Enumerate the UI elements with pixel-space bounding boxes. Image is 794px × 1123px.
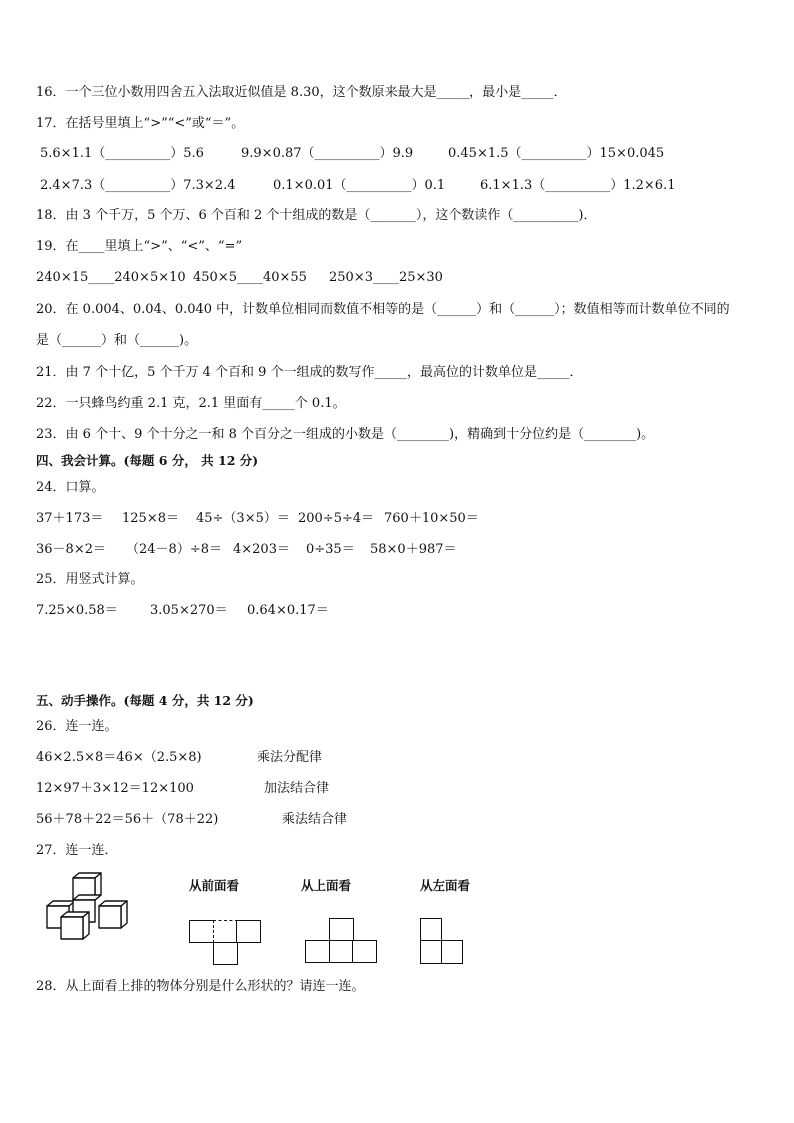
view-shape-step [305, 918, 385, 966]
q24-item-4: 200÷5÷4＝ [298, 511, 375, 526]
section-4-title: 四、我会计算。(每题 6 分， 共 12 分) [36, 453, 259, 468]
question-19: 19．在____里填上“>”、“<”、“=” [36, 239, 243, 254]
question-18: 18．由 3 个千万，5 个万、6 个百和 2 个十组成的数是（_______），这个数读作（__________)． [36, 208, 597, 223]
q19-item-2: 450×5____40×55 [193, 270, 307, 285]
q24-item-2: 125×8＝ [122, 511, 179, 526]
q24-item-1: 37＋173＝ [36, 511, 104, 526]
q25-item-1: 7.25×0.58＝ [36, 603, 118, 618]
view-label-top: 从上面看 [301, 878, 352, 893]
q24-item-6: 36－8×2＝ [36, 542, 106, 557]
q26-right-3: 乘法结合律 [282, 812, 348, 827]
q17-item-1: 5.6×1.1（__________）5.6 [40, 146, 204, 161]
q24-item-9: 0÷35＝ [306, 542, 355, 557]
question-20-line-1: 20．在 0.004、0.04、0.040 中，计数单位相同而数值不相等的是（______）和（______）；数值相等而计数单位不同的 [36, 302, 730, 317]
q19-item-1: 240×15____240×5×10 [36, 270, 186, 285]
q24-item-7: （24－8）÷8＝ [126, 542, 222, 557]
question-16: 16．一个三位小数用四舍五入法取近似值是 8.30，这个数原来最大是_____，最小是_____． [36, 85, 567, 100]
q26-right-1: 乘法分配律 [257, 750, 323, 765]
q26-left-3: 56＋78＋22＝56＋（78＋22) [36, 812, 219, 827]
question-20-line-2: 是（______）和（______)。 [36, 333, 198, 348]
question-23: 23．由 6 个十、9 个十分之一和 8 个百分之一组成的小数是（________)，精确到十分位约是（________)。 [36, 427, 655, 442]
q25-item-2: 3.05×270＝ [150, 603, 228, 618]
q26-left-2: 12×97＋3×12＝12×100 [36, 781, 194, 796]
q17-item-2: 9.9×0.87（__________）9.9 [241, 146, 414, 161]
q24-item-3: 45÷（3×5）＝ [196, 511, 290, 526]
q24-item-10: 58×0＋987＝ [370, 542, 457, 557]
q24-item-5: 760＋10×50＝ [384, 511, 479, 526]
question-26: 26．连一连。 [36, 719, 118, 734]
question-22: 22．一只蜂鸟约重 2.1 克，2.1 里面有_____个 0.1。 [36, 396, 346, 411]
view-shape-l [420, 918, 480, 966]
q17-item-3: 0.45×1.5（__________）15×0.045 [448, 146, 665, 161]
question-24: 24．口算。 [36, 480, 105, 495]
q17-item-6: 6.1×1.3（__________）1.2×6.1 [480, 178, 676, 193]
q25-item-3: 0.64×0.17＝ [247, 603, 329, 618]
question-25: 25．用竖式计算。 [36, 572, 144, 587]
view-shape-t [189, 920, 269, 968]
question-28: 28．从上面看上排的物体分别是什么形状的？请连一连。 [36, 979, 365, 994]
question-21: 21．由 7 个十亿，5 个千万 4 个百和 9 个一组成的数写作_____，最高位的计数单位是_____． [36, 365, 583, 380]
q24-item-8: 4×203＝ [233, 542, 290, 557]
q17-item-5: 0.1×0.01（__________）0.1 [273, 178, 446, 193]
q17-item-4: 2.4×7.3（__________）7.3×2.4 [40, 178, 236, 193]
view-label-left: 从左面看 [420, 878, 471, 893]
question-17: 17．在括号里填上“>”“<”或“＝”。 [36, 116, 245, 131]
q19-item-3: 250×3____25×30 [329, 270, 443, 285]
cube-stack-figure [44, 870, 140, 942]
view-label-front: 从前面看 [189, 878, 240, 893]
question-27: 27．连一连． [36, 843, 118, 858]
q26-right-2: 加法结合律 [264, 781, 330, 796]
section-5-title: 五、动手操作。(每题 4 分，共 12 分) [36, 693, 254, 708]
q26-left-1: 46×2.5×8＝46×（2.5×8) [36, 750, 202, 765]
